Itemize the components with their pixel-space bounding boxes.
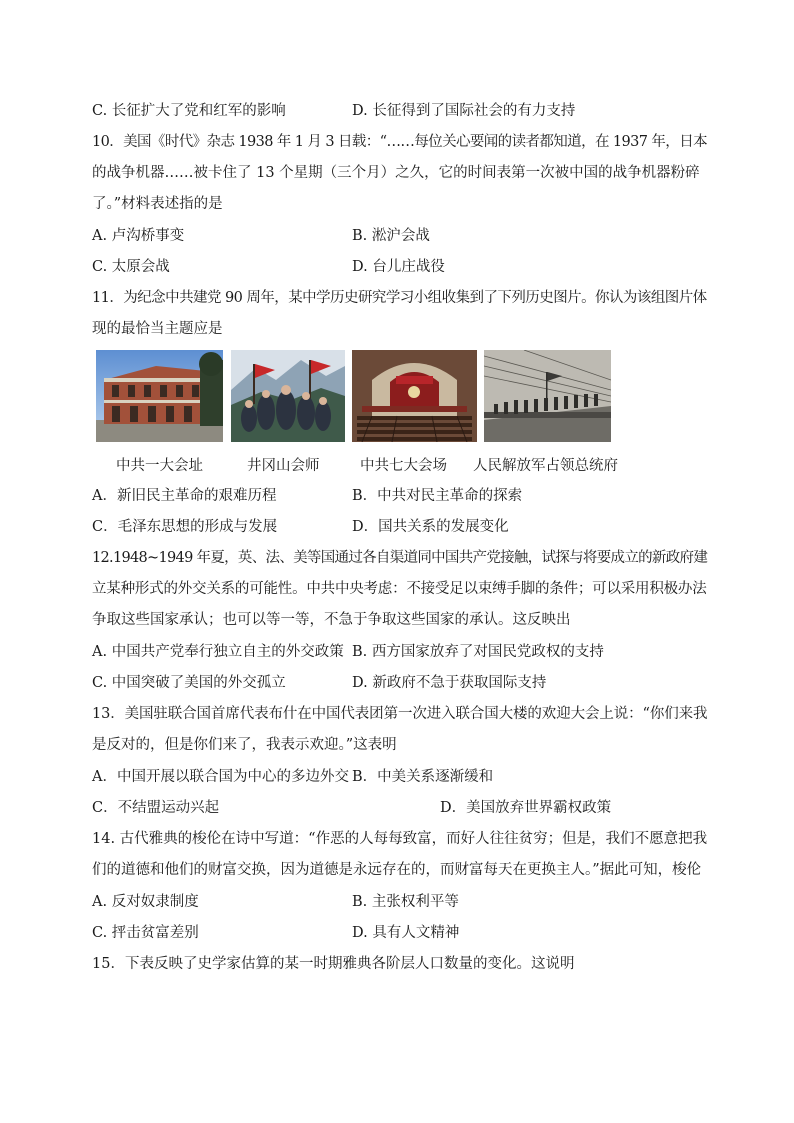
caption-1: 中共一大会址 bbox=[116, 458, 203, 474]
q11-stem-line-2: 现的最恰当主题应是 bbox=[92, 321, 223, 337]
q13-option-d: D．美国放弃世界霸权政策 bbox=[440, 800, 612, 816]
q10-option-d: D. 台儿庄战役 bbox=[352, 259, 445, 275]
q14-stem-line-2: 们的道德和他们的财富交换，因为道德是永远存在的，而财富每天在更换主人。”据此可知，梭伦 bbox=[92, 862, 702, 878]
q15-stem-line-1: 15．下表反映了史学家估算的某一时期雅典各阶层人口数量的变化。这说明 bbox=[92, 956, 575, 972]
q9-option-d: D. 长征得到了国际社会的有力支持 bbox=[352, 103, 576, 119]
caption-2: 井冈山会师 bbox=[247, 458, 320, 474]
q11-stem-line-1: 11．为纪念中共建党 90 周年，某中学历史研究学习小组收集到了下列历史图片。你认为该组图片体 bbox=[92, 290, 707, 306]
q11-option-c: C．毛泽东思想的形成与发展 bbox=[92, 519, 278, 535]
q13-option-c: C．不结盟运动兴起 bbox=[92, 800, 220, 816]
q10-stem-line-1: 10．美国《时代》杂志 1938 年 1 月 3 日载：“……每位关心要闻的读者都知道，在 1937 年，日本 bbox=[92, 134, 707, 150]
q12-option-c: C. 中国突破了美国的外交孤立 bbox=[92, 675, 286, 691]
q12-option-d: D. 新政府不急于获取国际支持 bbox=[352, 675, 547, 691]
q9-option-c: C. 长征扩大了党和红军的影响 bbox=[92, 103, 286, 119]
q14-option-b: B. 主张权利平等 bbox=[352, 894, 459, 910]
q10-option-b: B. 淞沪会战 bbox=[352, 228, 430, 244]
q12-option-b: B. 西方国家放弃了对国民党政权的支持 bbox=[352, 644, 604, 660]
q13-stem-line-1: 13．美国驻联合国首席代表布什在中国代表团第一次进入联合国大楼的欢迎大会上说：“你们来我 bbox=[92, 706, 708, 722]
q13-option-a: A．中国开展以联合国为中心的多边外交 bbox=[92, 769, 349, 785]
q10-stem-line-2: 的战争机器……被卡住了 13 个星期（三个月）之久，它的时间表第一次被中国的战争机器粉碎 bbox=[92, 165, 700, 181]
q11-option-d: D．国共关系的发展变化 bbox=[352, 519, 509, 535]
photo-first-congress-site bbox=[96, 350, 223, 442]
q14-stem-line-1: 14. 古代雅典的梭伦在诗中写道：“作恶的人每每致富，而好人往往贫穷；但是，我们不愿意把我 bbox=[92, 831, 708, 847]
q14-option-a: A. 反对奴隶制度 bbox=[92, 894, 199, 910]
caption-4: 人民解放军占领总统府 bbox=[473, 458, 618, 474]
photo-presidential-palace bbox=[484, 350, 611, 442]
q13-stem-line-2: 是反对的，但是你们来了，我表示欢迎。”这表明 bbox=[92, 737, 397, 753]
q13-option-b: B．中美关系逐渐缓和 bbox=[352, 769, 494, 785]
q11-option-b: B．中共对民主革命的探索 bbox=[352, 488, 523, 504]
q12-stem-line-3: 争取这些国家承认；也可以等一等，不急于争取这些国家的承认。这反映出 bbox=[92, 612, 571, 628]
q12-stem-line-1: 12.1948~1949 年夏，英、法、美等国通过各自渠道同中国共产党接触，试探与将要成立的新政府建 bbox=[92, 550, 708, 566]
photo-seventh-congress-hall bbox=[352, 350, 477, 442]
q10-option-c: C. 太原会战 bbox=[92, 259, 170, 275]
q14-option-d: D. 具有人文精神 bbox=[352, 925, 460, 941]
q11-option-a: A．新旧民主革命的艰难历程 bbox=[92, 488, 277, 504]
q14-option-c: C. 抨击贫富差别 bbox=[92, 925, 199, 941]
q12-stem-line-2: 立某种形式的外交关系的可能性。中共中央考虑：不接受足以束缚手脚的条件；可以采用积极办法 bbox=[92, 581, 707, 597]
photo-jinggangshan-meeting bbox=[231, 350, 345, 442]
q10-option-a: A. 卢沟桥事变 bbox=[92, 228, 185, 244]
q10-stem-line-3: 了。”材料表述指的是 bbox=[92, 196, 223, 212]
caption-3: 中共七大会场 bbox=[360, 458, 447, 474]
q12-option-a: A. 中国共产党奉行独立自主的外交政策 bbox=[92, 644, 344, 660]
